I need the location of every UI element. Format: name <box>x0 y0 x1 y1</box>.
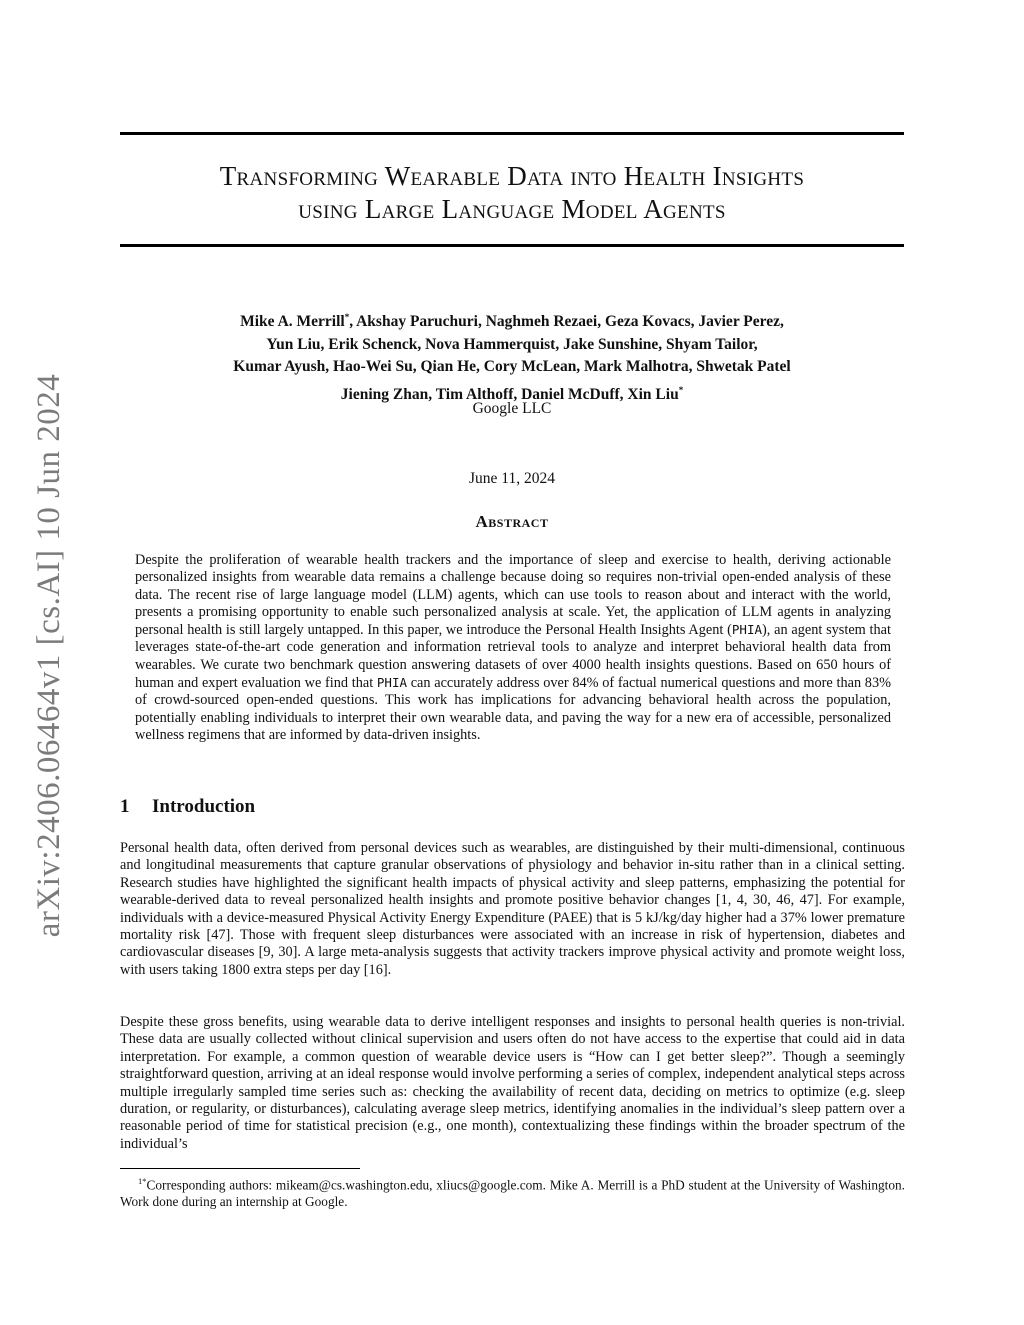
title-bottom-rule <box>120 244 904 247</box>
agent-name-code: PHIA <box>731 622 763 638</box>
section-number: 1 <box>120 796 130 817</box>
corresponding-author-mark-2: * <box>678 384 684 395</box>
author-line-1 <box>120 306 904 334</box>
abstract-text-part-1: Despite the proliferation of wearable health trackers and the importance of sleep and exercise to health, deriving actionable personalized insights from wearable data remains a challenge because doing so requires non-trivial open-ended analysis of these data. The recent rise of large language model (LLM) agents, which can use tools to reason about and interact with the world, presents a promising opportunity to enable such personalized analysis at scale. Yet, the application of LLM agents in analyzing personal health is still largely untapped. In this paper, we introduce the Personal Health Insights Agent ( <box>135 552 891 639</box>
arxiv-identifier-stamp <box>30 370 70 940</box>
paper-title-line-2: using Large Language Model Agents <box>298 194 726 224</box>
section-heading-introduction <box>120 796 255 818</box>
author-line-2: Yun Liu, Erik Schenck, Nova Hammerquist, Jake Sunshine, Shyam Tailor, <box>266 335 758 353</box>
agent-name-code-2: PHIA <box>376 675 407 691</box>
affiliation: Google LLC <box>472 400 552 417</box>
corresponding-author-mark: * <box>344 312 350 322</box>
footnote <box>120 1173 905 1210</box>
intro-paragraph-2: Despite these gross benefits, using wearable data to derive intelligent responses and insights to personal health queries is non-trivial. These data are usually collected without clinical supervision and users often do not have access to the expertise that could aid in data interpretation. For example, a common question of wearable device users is “How can I get better sleep?”. Though a seemingly straightforward question, arriving at an ideal response would involve performing a series of complex, independent analytical steps across multiple irregularly sampled time series such as: checking the availability of recent data, deciding on metrics to optimize (e.g. sleep duration, or regularity, or disturbances), calculating average sleep metrics, identifying anomalies in the individual’s sleep pattern over a reasonable period of time for statistical precision (e.g., one month), contextualizing these findings within the broader spectrum of the individual’s <box>120 1014 905 1152</box>
intro-paragraph-1: Personal health data, often derived from personal devices such as wearables, are distinguished by their multi-dimensional, continuous and longitudinal measurements that capture granular observations of physiology and behavior in-situ rather than in a clinical setting. Research studies have highlighted the significant health impacts of physical activity and sleep patterns, emphasizing the potential for wearable-derived data to reveal personalized health insights and promote positive behavior changes [1, 4, 30, 46, 47]. For example, individuals with a device-measured Physical Activity Energy Expenditure (PAEE) that is 5 kJ/kg/day higher had a 37% lower premature mortality risk [47]. Those with frequent sleep disturbances were associated with an increase in risk of hypertension, diabetes and cardiovascular diseases [9, 30]. A large meta-analysis suggests that activity trackers improve physical activity and promote weight loss, with users taking 1800 extra steps per day [16]. <box>120 840 905 978</box>
author-list <box>120 306 904 406</box>
footnote-rule <box>120 1168 360 1169</box>
abstract-text-part-2: ), an agent system that leverages state-of-the-art code generation and information retrieval tools to analyze and interpret behavioral health data from wearables. We curate two benchmark question answering datasets of over 4000 health insights questions. Based on 650 hours of human and expert evaluation we find that <box>135 622 891 692</box>
footnote-text: Corresponding authors: mikeam@cs.washington.edu, xliucs@google.com. Mike A. Merrill is a PhD student at the University of Washington. Work done during an internship at Google. <box>120 1177 905 1210</box>
arxiv-identifier-text: arXiv:2406.06464v1 [cs.AI] 10 Jun 2024 <box>31 373 68 937</box>
author-first: Mike A. Merrill <box>240 313 345 331</box>
abstract-text <box>135 552 891 744</box>
footnote-mark: 1* <box>138 1176 147 1186</box>
author-line-1-rest: , Akshay Paruchuri, Naghmeh Rezaei, Geza Kovacs, Javier Perez, <box>349 313 784 331</box>
author-line-3: Kumar Ayush, Hao-Wei Su, Qian He, Cory McLean, Mark Malhotra, Shwetak Patel <box>233 358 791 376</box>
abstract-text-part-3: can accurately address over 84% of factual numerical questions and more than 83% of crowd-sourced open-ended questions. This work has implications for advancing behavioral health across the population, potentially enabling individuals to interpret their own wearable data, and paving the way for a new era of accessible, personalized wellness regimens that are informed by data-driven insights. <box>135 675 891 743</box>
abstract-heading: Abstract <box>475 512 549 531</box>
author-line-4-text: Jiening Zhan, Tim Althoff, Daniel McDuff, Xin Liu <box>340 385 679 403</box>
paper-title-line-1: Transforming Wearable Data into Health Insights <box>219 161 805 191</box>
paper-title <box>120 160 904 226</box>
title-top-rule <box>120 132 904 135</box>
section-title: Introduction <box>152 796 256 817</box>
publication-date: June 11, 2024 <box>469 470 555 487</box>
